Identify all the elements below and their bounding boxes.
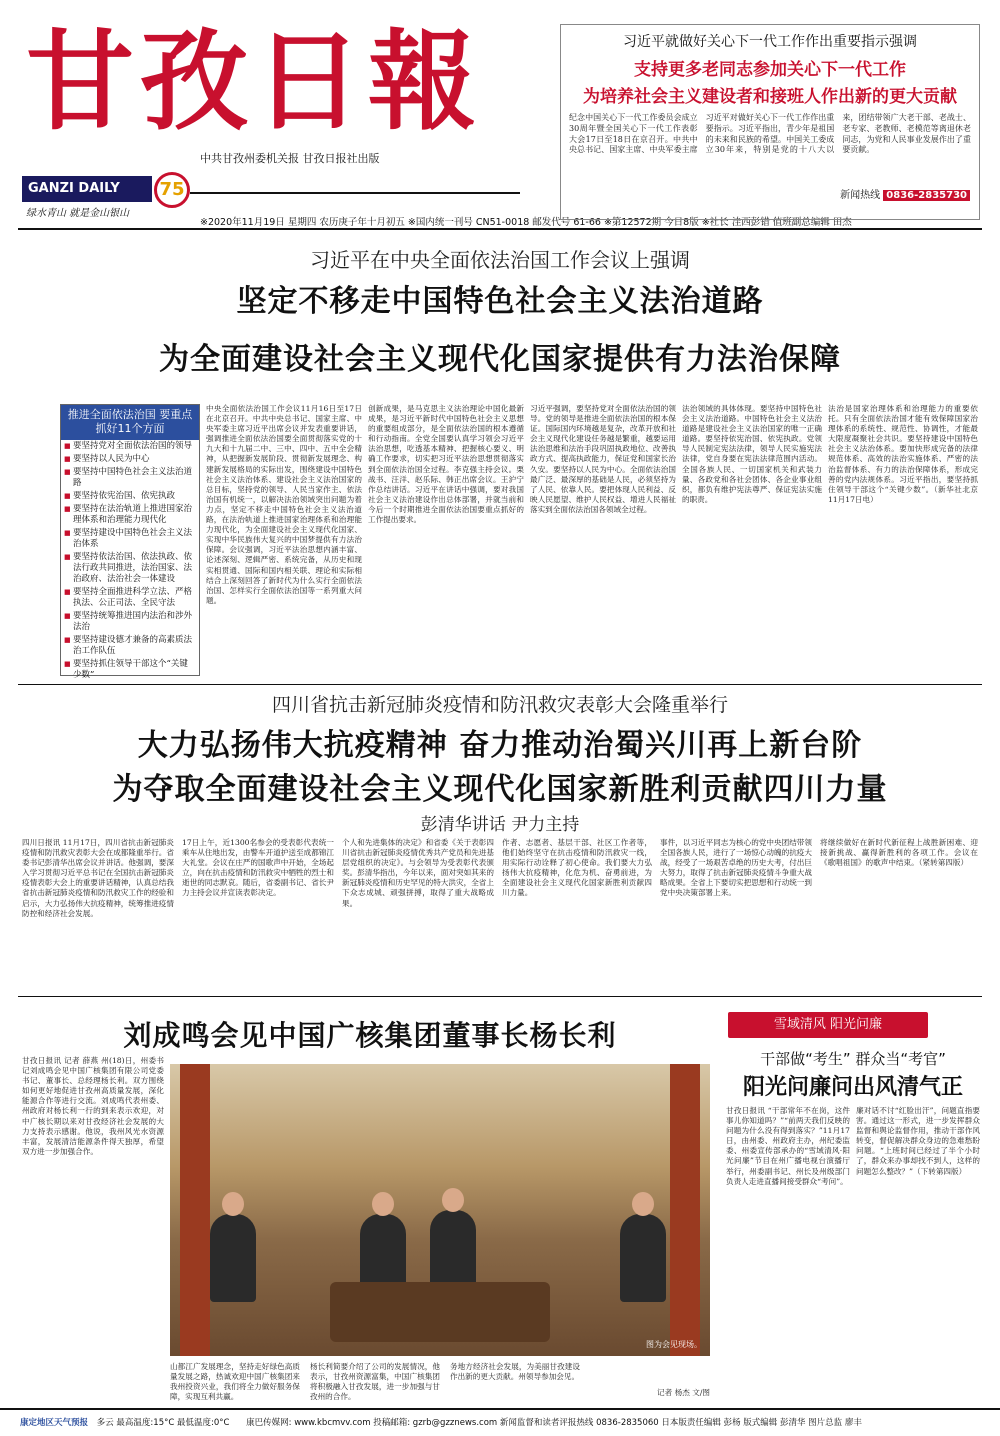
photo-caption: 图为会见现场。 (646, 1340, 702, 1349)
curtain-right (670, 1064, 700, 1356)
third-column-2: 山都江广发展理念，坚持走好绿色高质量发展之路，热诚欢迎中国广核集团来我州投资兴业，我们将全力做好服务保障，实现互利共赢。 (170, 1362, 300, 1402)
meeting-photo (170, 1064, 710, 1356)
sidebar-list-item: ■ 要坚持在法治轨道上推进国家治理体系和治理能力现代化 (61, 503, 199, 527)
sidebar-list-item: ■ 要坚持中国特色社会主义法治道路 (61, 466, 199, 490)
meeting-table (330, 1282, 550, 1342)
lead-sidebar-title: 推进全面依法治国 要重点抓好11个方面 (61, 405, 199, 440)
lead-column-3: 习近平强调，要坚持党对全面依法治国的领导。党的领导是推进全面依法治国的根本保证。国际国内环境越是复杂，改革开放和社会主义现代化建设任务越是繁重，越要运用法治思维和法治手段巩固执政地位、改善执政方式、提高执政能力，保证党和国家长治久安。要坚持以人民为中心。全面依法治国最广泛、最深厚的基础是人民，必须坚持为了人民、依靠人民。要把体现人民利益、反映人民愿望、维护人民权益、增进人民福祉落实到全面依法治国各领域全过程。 (530, 404, 676, 514)
hotline-label: 新闻热线 (840, 190, 881, 201)
fourth-headline: 阳光问廉问出风清气正 (742, 1074, 963, 1100)
masthead-divider (18, 228, 982, 230)
sidebar-list-item: ■ 要坚持建设中国特色社会主义法治体系 (61, 527, 199, 551)
section-divider-2 (18, 996, 982, 997)
masthead-sublabel: 中共甘孜州委机关报 甘孜日报社出版 (200, 152, 380, 165)
second-column-1: 四川日报讯 11月17日，四川省抗击新冠肺炎疫情和防汛救灾表彰大会在成都隆重举行。省委书记彭清华出席会议并讲话。他强调，要深入学习贯彻习近平总书记在全国抗击新冠肺炎疫情表彰大会上的重要讲话精神，认真总结我省抗击新冠肺炎疫情和防汛救灾工作的经验和启示，大力弘扬伟大抗疫精神，统筹推进疫情防控和经济社会发展。 (22, 838, 174, 918)
second-kicker: 四川省抗击新冠肺炎疫情和防汛救灾表彰大会隆重举行 (271, 694, 728, 716)
page-footer (0, 1408, 1000, 1436)
top-box-headline-1: 支持更多老同志参加关心下一代工作 (634, 60, 906, 80)
sidebar-list-item: ■ 要坚持以人民为中心 (61, 453, 199, 466)
lead-kicker: 习近平在中央全面依法治国工作会议上强调 (310, 248, 690, 272)
lead-headline-1: 坚定不移走中国特色社会主义法治道路 (236, 284, 764, 319)
second-column-6: 将继续做好在新时代新征程上战胜新困难、迎接新挑战、赢得新胜利的各项工作。会议在《歌唱祖国》的歌声中结束。（紧转第四版） (820, 838, 978, 868)
lead-sidebar-box (60, 404, 200, 681)
issue-info-line: ※2020年11月19日 星期四 农历庚子年十月初五 ※国内统一刊号 CN51-0018 邮发代号 61-66 ※第12572期 今日8版 ※社长 洼西彭错 值班副总编辑 田杰 (200, 217, 852, 228)
anniversary-logo: 75 (154, 172, 190, 208)
lead-sidebar-list (61, 440, 199, 683)
sidebar-list-item: ■ 要坚持抓住领导干部这个“关键少数” (61, 658, 199, 682)
tibetan-title-strip (190, 176, 520, 194)
third-reporter: 记者 杨杰 文/图 (657, 1388, 710, 1397)
sidebar-list-item: ■ 要坚持建设德才兼备的高素质法治工作队伍 (61, 634, 199, 658)
english-title-badge: GANZI DAILY (22, 176, 152, 202)
lead-column-4: 法治领域的具体体现。要坚持中国特色社会主义法治道路。中国特色社会主义法治道路是建设社会主义法治国家的唯一正确道路。要坚持依宪治国、依宪执政。党领导人民制定宪法法律，领导人民实施宪法法律，党自身要在宪法法律范围内活动。全国各族人民、一切国家机关和武装力量、各政党和各社会团体、各企业事业组织，都负有维护宪法尊严、保证宪法实施的职责。 (682, 404, 822, 504)
top-box-kicker: 习近平就做好关心下一代工作作出重要指示强调 (623, 34, 917, 50)
second-headline-1: 大力弘扬伟大抗疫精神 奋力推动治蜀兴川再上新台阶 (137, 728, 863, 763)
top-box-headline-2: 为培养社会主义建设者和接班人作出新的更大贡献 (583, 87, 957, 107)
top-box-body: 纪念中国关心下一代工作委员会成立30周年暨全国关心下一代工作表彰大会17日至18日在京召开。中共中央总书记、国家主席、中央军委主席习近平对做好关心下一代工作作出重要指示。习近平指出，青少年是祖国的未来和民族的希望。中国关工委成立30年来，特别是党的十八大以来，团结带领广大老干部、老战士、老专家、老教师、老模范等离退休老同志，为党和人民事业发展作出了重要贡献。 (569, 113, 971, 155)
sidebar-list-item: ■ 要坚持依宪治国、依宪执政 (61, 490, 199, 503)
curtain-left (180, 1064, 210, 1356)
top-news-box (560, 24, 980, 220)
second-column-2: 17日上午，近1300名参会的受表彰代表统一乘车从住地出发，由警车开道护送至成都锦江大礼堂。会议在庄严的国歌声中开始，全场起立，向在抗击疫情和防汛救灾中牺牲的烈士和逝世的同志默哀。随后，省委副书记、省长尹力主持会议并宣读表彰决定。 (182, 838, 334, 898)
section-divider-1 (18, 684, 982, 685)
second-headline-2: 为夺取全面建设社会主义现代化国家新胜利贡献四川力量 (112, 772, 888, 807)
third-column-1: 甘孜日报讯 记者 薛燕 州(18)日，州委书记刘成鸣会见中国广核集团有限公司党委书记、董事长、总经理杨长利。双方围绕如何更好地促进甘孜州高质量发展，深化能源合作等进行交流。刘成鸣代表州委、州政府对杨长利一行的到来表示欢迎，对中广核长期以来对甘孜经济社会发展的大力支持表示感谢。他说，我州风光水资源丰富，发展清洁能源条件得天独厚，希望双方进一步加强合作。 (22, 1056, 164, 1156)
third-column-3: 杨长利简要介绍了公司的发展情况，他表示，甘孜州资源富集，中国广核集团将积极融入甘孜发展，进一步加强与甘孜州的合作。 (310, 1362, 440, 1402)
person-4 (620, 1214, 666, 1302)
footer-info: 康巴传媒网: www.kbcmvv.com 投稿邮箱: gzrb@gzznews.com 新闻监督和读者评报热线 0836-2835060 日本版责任编辑 彭杨 版式编辑 彭清华 图片总监 廖丰 (246, 1418, 862, 1428)
lead-column-1: 中央全面依法治国工作会议11月16日至17日在北京召开。中共中央总书记、国家主席、中央军委主席习近平出席会议并发表重要讲话，强调推进全面依法治国要全面贯彻落实党的十九大和十九届二中、三中、四中、五中全会精神，从把握新发展阶段、贯彻新发展理念、构建新发展格局的实际出发，围绕建设中国特色社会主义法治体系、建设社会主义法治国家的总目标，坚持党的领导、人民当家作主、依法治国有机统一，以解决法治领域突出问题为着力点，坚定不移走中国特色社会主义法治道路，在法治轨道上推进国家治理体系和治理能力现代化，为全面建设社会主义现代化国家、实现中华民族伟大复兴的中国梦提供有力法治保障。会议强调，习近平法治思想内涵丰富、论述深刻、逻辑严密、系统完备，从历史和现实相贯通、国际和国内相关联、理论和实际相结合上深刻回答了新时代为什么实行全面依法治国、怎样实行全面依法治国等一系列重大问题。 (206, 404, 362, 605)
weather-forecast: 多云 最高温度:15°C 最低温度:0°C (96, 1418, 230, 1428)
second-byline: 彭清华讲话 尹力主持 (420, 815, 580, 835)
lead-column-5: 法治是国家治理体系和治理能力的重要依托。只有全面依法治国才能有效保障国家治理体系的系统性、规范性、协调性，才能最大限度凝聚社会共识。要坚持建设中国特色社会主义法治体系。要加快形成完备的法律规范体系、高效的法治实施体系、严密的法治监督体系、有力的法治保障体系，形成完善的党内法规体系。习近平指出，要坚持抓住领导干部这个“关键少数”。（新华社北京11月17日电） (828, 404, 978, 504)
fourth-column-1: 甘孜日报讯 “干部常年不在岗，这件事儿你知道吗？”“前两天我们反映的问题为什么没有得到落实？”11月17日，由州委、州政府主办，州纪委监委、州委宣传部承办的“雪域清风·阳光问廉”节目在州广播电视台演播厅举行，州委副书记、州长及州级部门负责人走进直播间接受群众“考问”。 (726, 1106, 850, 1186)
fourth-column-2: 廉对话不讨“红脸出汗”，问题直指要害。通过这一形式，进一步发挥群众监督和舆论监督作用，推动干部作风转变，督促解决群众身边的急难愁盼问题。“上班时间已经过了半个小时了，群众来办事却找不到人，这样的问题怎么整改？”（下转第四版） (856, 1106, 980, 1176)
sidebar-list-item: ■ 要坚持依法治国、依法执政、依法行政共同推进，法治国家、法治政府、法治社会一体建设 (61, 551, 199, 586)
second-column-5: 事件，以习近平同志为核心的党中央团结带领全国各族人民，进行了一场惊心动魄的抗疫大战，经受了一场艰苦卓绝的历史大考，付出巨大努力，取得了抗击新冠肺炎疫情斗争重大战略成果。全省上下要切实把思想和行动统一到党中央决策部署上来。 (660, 838, 812, 898)
sidebar-list-item: ■ 要坚持全面推进科学立法、严格执法、公正司法、全民守法 (61, 586, 199, 610)
person-1 (210, 1214, 256, 1302)
lead-column-2: 创新成果，是马克思主义法治理论中国化最新成果，是习近平新时代中国特色社会主义思想的重要组成部分，是全面依法治国的根本遵循和行动指南。全党全国要认真学习领会习近平法治思想，吃透基本精神、把握核心要义、明确工作要求，切实把习近平法治思想贯彻落实到全面依法治国全过程。李克强主持会议。栗战书、汪洋、赵乐际、韩正出席会议。王沪宁作总结讲话。习近平在讲话中强调，要对我国社会主义法治建设作出总体部署，并就当前和今后一个时期推进全面依法治国要重点抓好的工作提出要求。 (368, 404, 524, 525)
column-tag: 雪域清风 阳光问廉 (728, 1012, 928, 1038)
hotline-number: 0836-2835730 (883, 190, 970, 201)
sidebar-list-item: ■ 要坚持党对全面依法治国的领导 (61, 440, 199, 453)
weather-label: 康定地区天气预报 (20, 1418, 89, 1428)
fourth-kicker: 干部做“考生” 群众当“考官” (760, 1050, 946, 1068)
third-column-4: 务地方经济社会发展，为美丽甘孜建设作出新的更大贡献。州领导参加会见。 (450, 1362, 580, 1382)
masthead-title: 甘孜日報 (26, 19, 483, 145)
third-headline: 刘成鸣会见中国广核集团董事长杨长利 (123, 1019, 617, 1052)
second-column-3: 个人和先进集体的决定》和省委《关于表彰四川省抗击新冠肺炎疫情优秀共产党员和先进基层党组织的决定》。与会领导为受表彰代表颁奖。彭清华指出，今年以来，面对突如其来的新冠肺炎疫情和历史罕见的特大洪灾，全省上下众志成城、顽强拼搏，取得了重大战略成果。 (342, 838, 494, 908)
sidebar-list-item: ■ 要坚持统筹推进国内法治和涉外法治 (61, 610, 199, 634)
second-column-4: 作者、志愿者、基层干部、社区工作者等，他们始终坚守在抗击疫情和防汛救灾一线，用实际行动诠释了初心使命。我们要大力弘扬伟大抗疫精神，化危为机、奋勇前进，为全面建设社会主义现代化国家新胜利贡献四川力量。 (502, 838, 652, 898)
masthead-slogan: 绿水青山 就是金山银山 (26, 208, 130, 219)
lead-headline-2: 为全面建设社会主义现代化国家提供有力法治保障 (159, 342, 841, 377)
